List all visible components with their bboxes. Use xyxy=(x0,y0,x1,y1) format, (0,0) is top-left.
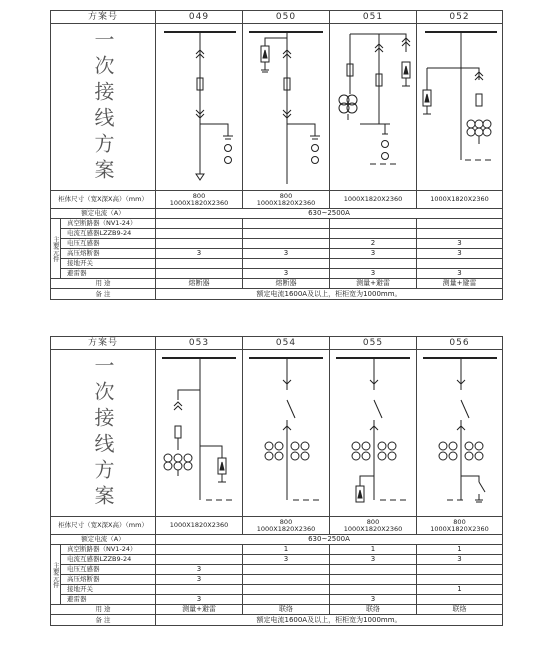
usage-value: 熔断器 xyxy=(243,279,330,289)
dimension-value: 800 1000X1820X2360 xyxy=(243,191,330,209)
component-qty: 3 xyxy=(156,575,243,585)
component-label: 高压熔断器 xyxy=(61,249,156,259)
component-qty: 3 xyxy=(417,249,503,259)
component-qty: 3 xyxy=(330,555,417,565)
component-qty xyxy=(330,565,417,575)
scheme-number: 053 xyxy=(156,337,243,350)
usage-value: 测量+避雷 xyxy=(330,279,417,289)
component-qty: 3 xyxy=(417,555,503,565)
component-qty xyxy=(330,229,417,239)
component-label: 电压互感器 xyxy=(61,239,156,249)
diagram-title: 一次接线方案 xyxy=(51,24,156,191)
scheme-number: 049 xyxy=(156,11,243,24)
component-label: 避雷器 xyxy=(61,269,156,279)
component-label: 真空断路器（NV1-24） xyxy=(61,219,156,229)
component-qty xyxy=(417,595,503,605)
component-qty: 2 xyxy=(330,239,417,249)
component-qty xyxy=(156,269,243,279)
component-qty xyxy=(156,219,243,229)
scheme-number: 054 xyxy=(243,337,330,350)
component-qty xyxy=(417,219,503,229)
component-label: 接地开关 xyxy=(61,259,156,269)
rated-current-label: 额定电流（A） xyxy=(51,535,156,545)
component-qty xyxy=(243,259,330,269)
scheme-number-label: 方案号 xyxy=(51,11,156,24)
wiring-diagram-049 xyxy=(156,24,243,191)
component-qty xyxy=(417,575,503,585)
wiring-diagram-056 xyxy=(417,350,503,517)
scheme-sheet-2 xyxy=(50,336,502,626)
component-label: 接地开关 xyxy=(61,585,156,595)
component-label: 电流互感器LZZB9-24 xyxy=(61,229,156,239)
scheme-number-label: 方案号 xyxy=(51,337,156,350)
rated-current-value: 630~2500A xyxy=(156,535,503,545)
component-qty xyxy=(330,259,417,269)
component-qty xyxy=(243,229,330,239)
scheme-sheet-1 xyxy=(50,10,502,300)
component-qty: 3 xyxy=(156,565,243,575)
component-qty xyxy=(243,565,330,575)
dimension-value: 1000X1820X2360 xyxy=(156,517,243,535)
component-qty xyxy=(330,585,417,595)
usage-value: 联络 xyxy=(330,605,417,615)
dimension-value: 1000X1820X2360 xyxy=(417,191,503,209)
component-qty: 3 xyxy=(417,269,503,279)
wiring-diagram-052 xyxy=(417,24,503,191)
component-qty: 3 xyxy=(330,269,417,279)
component-qty: 3 xyxy=(156,595,243,605)
dimension-value: 800 1000X1820X2360 xyxy=(243,517,330,535)
component-qty xyxy=(243,595,330,605)
component-qty: 3 xyxy=(330,249,417,259)
component-qty xyxy=(156,545,243,555)
wiring-diagram-050 xyxy=(243,24,330,191)
wiring-diagram-053 xyxy=(156,350,243,517)
dimensions-label: 柜体尺寸（宽X深X高）（mm） xyxy=(51,191,156,209)
scheme-number: 056 xyxy=(417,337,503,350)
component-qty xyxy=(330,219,417,229)
component-qty xyxy=(243,219,330,229)
dimensions-label: 柜体尺寸（宽X深X高）（mm） xyxy=(51,517,156,535)
usage-value: 熔断器 xyxy=(156,279,243,289)
component-qty: 1 xyxy=(417,585,503,595)
scheme-number: 055 xyxy=(330,337,417,350)
component-qty xyxy=(156,259,243,269)
dimension-value: 1000X1820X2360 xyxy=(330,191,417,209)
scheme-table-2 xyxy=(50,336,503,626)
wiring-diagram-055 xyxy=(330,350,417,517)
component-label: 电流互感器LZZB9-24 xyxy=(61,555,156,565)
component-qty xyxy=(243,575,330,585)
usage-value: 联络 xyxy=(417,605,503,615)
component-qty xyxy=(417,259,503,269)
scheme-number: 050 xyxy=(243,11,330,24)
component-qty: 1 xyxy=(417,545,503,555)
scheme-number: 051 xyxy=(330,11,417,24)
remark-label: 备 注 xyxy=(51,289,156,300)
usage-value: 测量+避雷 xyxy=(156,605,243,615)
scheme-number: 052 xyxy=(417,11,503,24)
component-qty xyxy=(156,239,243,249)
component-label: 避雷器 xyxy=(61,595,156,605)
component-qty xyxy=(243,239,330,249)
usage-label: 用 途 xyxy=(51,605,156,615)
component-qty: 1 xyxy=(330,545,417,555)
main-components-label: 主要元件 xyxy=(51,545,61,605)
dimension-value: 800 1000X1820X2360 xyxy=(417,517,503,535)
component-qty xyxy=(417,565,503,575)
component-qty xyxy=(156,585,243,595)
component-qty: 3 xyxy=(243,249,330,259)
component-qty xyxy=(156,229,243,239)
rated-current-label: 额定电流（A） xyxy=(51,209,156,219)
component-qty: 3 xyxy=(243,555,330,565)
usage-value: 联络 xyxy=(243,605,330,615)
wiring-diagram-051 xyxy=(330,24,417,191)
scheme-table-1 xyxy=(50,10,503,300)
component-label: 高压熔断器 xyxy=(61,575,156,585)
remark-value: 额定电流1600A及以上，柜柜宽为1000mm。 xyxy=(156,289,503,300)
component-qty xyxy=(417,229,503,239)
component-qty xyxy=(330,575,417,585)
component-qty: 1 xyxy=(243,545,330,555)
component-qty: 3 xyxy=(243,269,330,279)
dimension-value: 800 1000X1820X2360 xyxy=(156,191,243,209)
component-qty: 3 xyxy=(417,239,503,249)
rated-current-value: 630~2500A xyxy=(156,209,503,219)
component-label: 真空断路器（NV1-24） xyxy=(61,545,156,555)
dimension-value: 800 1000X1820X2360 xyxy=(330,517,417,535)
usage-label: 用 途 xyxy=(51,279,156,289)
component-qty: 3 xyxy=(330,595,417,605)
component-label: 电压互感器 xyxy=(61,565,156,575)
usage-value: 测量+避雷 xyxy=(417,279,503,289)
remark-value: 额定电流1600A及以上，柜柜宽为1000mm。 xyxy=(156,615,503,626)
remark-label: 备 注 xyxy=(51,615,156,626)
wiring-diagram-054 xyxy=(243,350,330,517)
diagram-title: 一次接线方案 xyxy=(51,350,156,517)
component-qty: 3 xyxy=(156,249,243,259)
component-qty xyxy=(243,585,330,595)
main-components-label: 主要元件 xyxy=(51,219,61,279)
component-qty xyxy=(156,555,243,565)
